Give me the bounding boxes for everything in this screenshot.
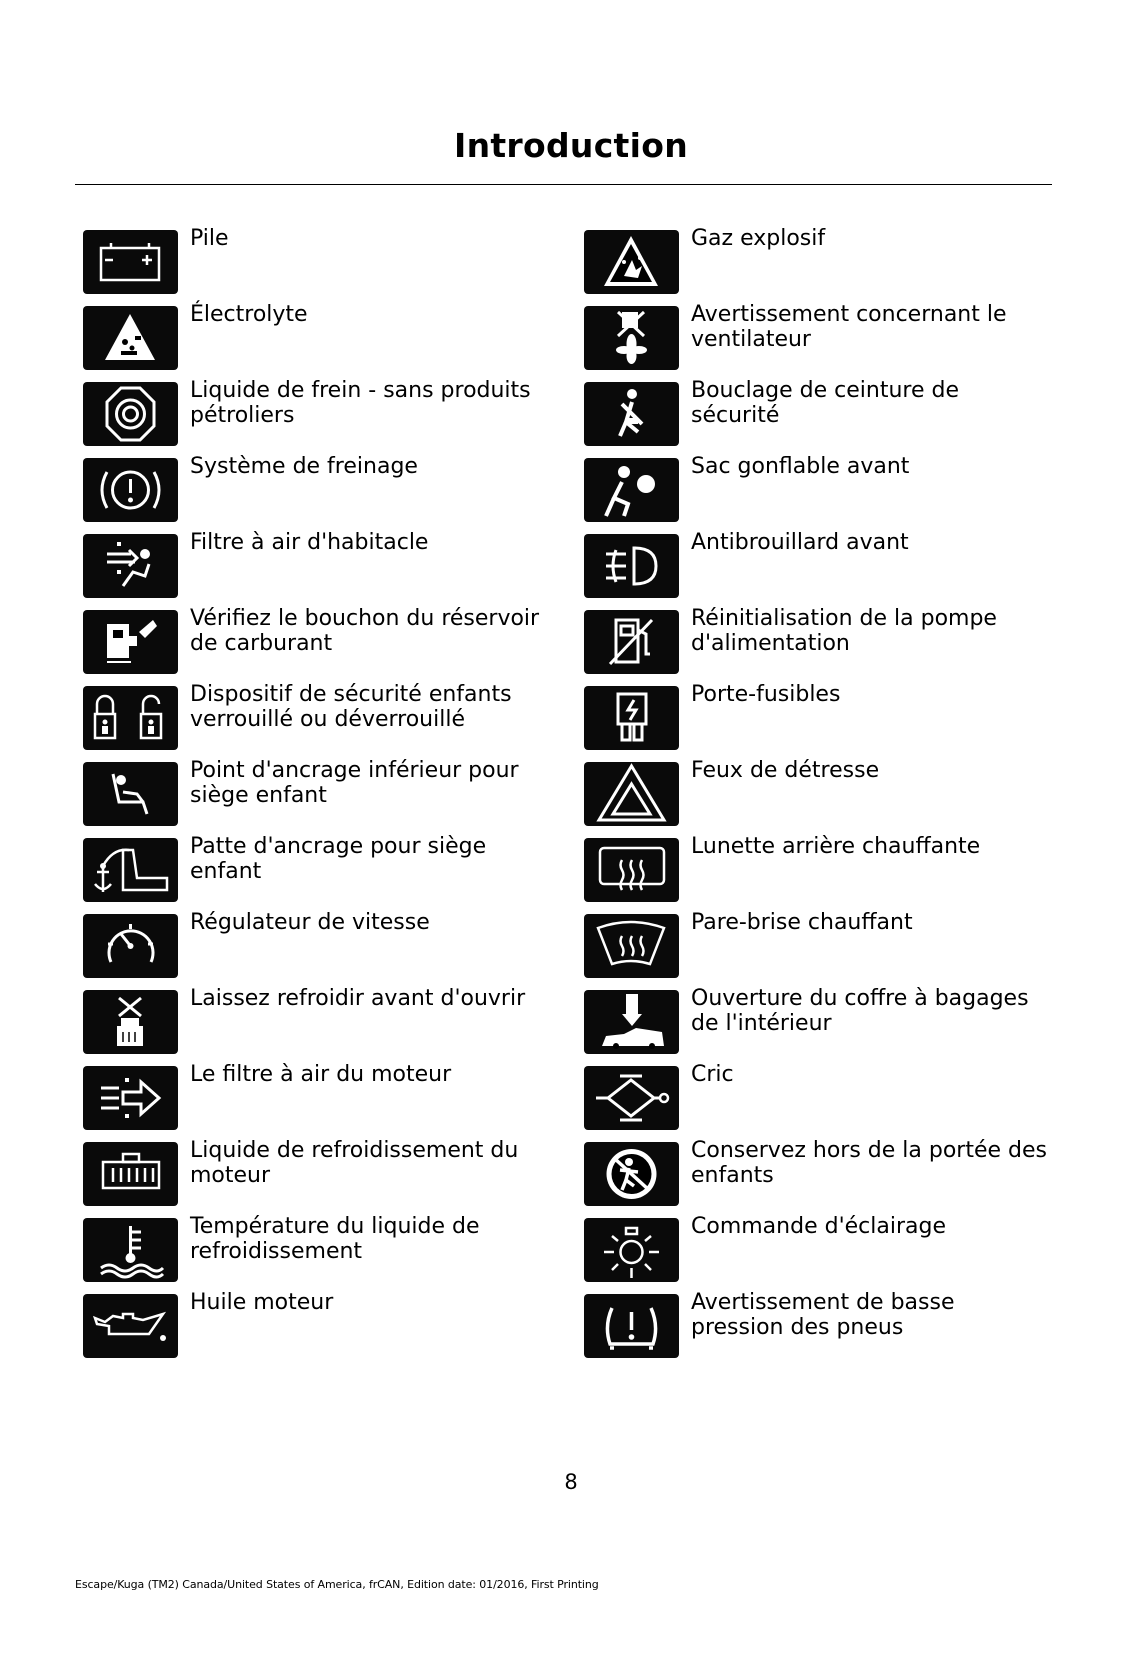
jack-icon: [584, 1066, 679, 1130]
symbol-label: Système de freinage: [190, 454, 418, 479]
child-seat-tether-icon: [83, 838, 178, 902]
symbol-label: Antibrouillard avant: [691, 530, 909, 555]
child-seat-lower-anchor-icon: [83, 762, 178, 826]
symbol-label: Patte d'ancrage pour siège enfant: [190, 834, 487, 884]
symbol-entry: [83, 986, 550, 1054]
symbol-label: Sac gonflable avant: [691, 454, 910, 479]
engine-coolant-icon: [83, 1142, 178, 1206]
symbol-entry: [83, 682, 550, 750]
symbol-entry: [83, 606, 550, 674]
symbol-label: Gaz explosif: [691, 226, 826, 251]
symbol-entry: [83, 1062, 550, 1130]
interior-trunk-release-icon: [584, 990, 679, 1054]
symbol-entry: [584, 682, 1051, 750]
symbol-entry: [584, 1062, 1051, 1130]
symbol-label: Température du liquide de refroidissement: [190, 1214, 480, 1264]
symbol-entry: [83, 758, 550, 826]
symbol-label: Vérifiez le bouchon du réservoir de carburant: [190, 606, 540, 656]
symbol-label: Feux de détresse: [691, 758, 880, 783]
symbol-label: Pile: [190, 226, 229, 251]
page-title: Introduction: [453, 126, 689, 165]
symbol-entry: [584, 378, 1051, 446]
symbol-label: Dispositif de sécurité enfants verrouillé ou déverrouillé: [190, 682, 512, 732]
symbol-entry: [83, 530, 550, 598]
page-number: 8: [564, 1470, 578, 1494]
symbol-label: Avertissement concernant le ventilateur: [691, 302, 1007, 352]
symbol-entry: [83, 226, 550, 294]
fan-warning-icon: [584, 306, 679, 370]
symbol-label: Électrolyte: [190, 302, 308, 327]
symbol-entry: [584, 606, 1051, 674]
engine-oil-icon: [83, 1294, 178, 1358]
fuel-pump-reset-icon: [584, 610, 679, 674]
fuel-cap-icon: [83, 610, 178, 674]
coolant-temperature-icon: [83, 1218, 178, 1282]
symbol-entry: [83, 834, 550, 902]
battery-icon: [83, 230, 178, 294]
symbol-label: Avertissement de basse pression des pneus: [691, 1290, 955, 1340]
symbol-label: Huile moteur: [190, 1290, 334, 1315]
symbol-label: Laissez refroidir avant d'ouvrir: [190, 986, 526, 1011]
hazard-flasher-icon: [584, 762, 679, 826]
symbol-label: Pare-brise chauffant: [691, 910, 913, 935]
lighting-control-icon: [584, 1218, 679, 1282]
symbol-label: Bouclage de ceinture de sécurité: [691, 378, 960, 428]
symbol-label: Régulateur de vitesse: [190, 910, 430, 935]
heated-rear-window-icon: [584, 838, 679, 902]
symbol-label: Ouverture du coffre à bagages de l'intérieur: [691, 986, 1029, 1036]
engine-air-filter-icon: [83, 1066, 178, 1130]
heated-windshield-icon: [584, 914, 679, 978]
low-tire-pressure-icon: [584, 1294, 679, 1358]
symbol-entry: [584, 454, 1051, 522]
front-airbag-icon: [584, 458, 679, 522]
symbol-label: Conservez hors de la portée des enfants: [691, 1138, 1048, 1188]
footer-edition-info: Escape/Kuga (TM2) Canada/United States of America, frCAN, Edition date: 01/2016, First Printing: [75, 1578, 599, 1591]
symbol-entry: [584, 1290, 1051, 1358]
symbol-entry: [584, 302, 1051, 370]
front-fog-lamp-icon: [584, 534, 679, 598]
explosive-gas-icon: [584, 230, 679, 294]
symbol-entry: [584, 834, 1051, 902]
symbol-label: Point d'ancrage inférieur pour siège enfant: [190, 758, 519, 808]
symbol-entry: [83, 454, 550, 522]
symbol-entry: [584, 226, 1051, 294]
fuse-compartment-icon: [584, 686, 679, 750]
symbol-label: Porte-fusibles: [691, 682, 841, 707]
symbol-entry: [83, 1290, 550, 1358]
symbol-entry: [83, 910, 550, 978]
cabin-air-filter-icon: [83, 534, 178, 598]
keep-out-of-reach-of-children-icon: [584, 1142, 679, 1206]
child-lock-icon: [83, 686, 178, 750]
symbol-entry: [83, 378, 550, 446]
symbol-entry: [584, 986, 1051, 1054]
symbol-label: Réinitialisation de la pompe d'alimentation: [691, 606, 997, 656]
symbol-entry: [584, 758, 1051, 826]
symbol-label: Commande d'éclairage: [691, 1214, 946, 1239]
symbol-entry: [584, 910, 1051, 978]
symbol-label: Cric: [691, 1062, 734, 1087]
symbol-label: Liquide de refroidissement du moteur: [190, 1138, 519, 1188]
symbol-label: Le filtre à air du moteur: [190, 1062, 452, 1087]
symbol-entry: [584, 1214, 1051, 1282]
symbol-label: Lunette arrière chauffante: [691, 834, 981, 859]
cool-before-opening-icon: [83, 990, 178, 1054]
symbol-entry: [584, 1138, 1051, 1206]
speed-control-icon: [83, 914, 178, 978]
symbol-entry: [83, 302, 550, 370]
brake-fluid-icon: [83, 382, 178, 446]
seatbelt-icon: [584, 382, 679, 446]
symbol-label: Liquide de frein - sans produits pétroliers: [190, 378, 531, 428]
symbol-entry: [83, 1138, 550, 1206]
symbol-entry: [83, 1214, 550, 1282]
symbol-entry: [584, 530, 1051, 598]
brake-system-icon: [83, 458, 178, 522]
symbol-label: Filtre à air d'habitacle: [190, 530, 429, 555]
header-rule: [75, 184, 1052, 185]
electrolyte-icon: [83, 306, 178, 370]
